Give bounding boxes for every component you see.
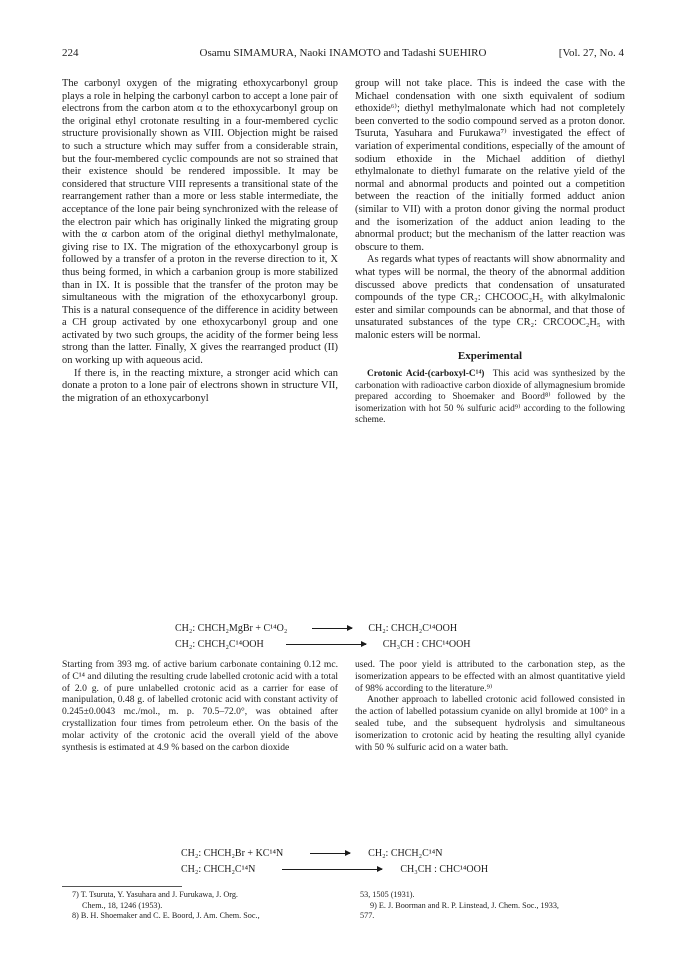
reaction-arrow — [282, 869, 382, 870]
scheme1-reaction1 — [175, 622, 457, 635]
running-header — [62, 46, 624, 62]
reaction-arrow — [312, 628, 352, 629]
scheme1-reaction2 — [175, 638, 471, 651]
compound-title: Crotonic Acid-(carboxyl-C¹⁴) — [367, 369, 485, 380]
reactants: CH₂: CHCH₂C¹⁴OOH — [175, 639, 264, 650]
body-paragraph: The carbonyl oxygen of the migrating ethoxycarbonyl group plays a role in helping the carbonyl carbon to accept a lone pair of electrons from the carbon atom α to the ethoxycarbonyl group on the original ethyl crotonate resulting in a four-membered cyclic structure provisionally shown as VIII. Objection might be raised to such a structure which may suffer from a considerable strain, but the four-membered cyclic compounds are not so strained that their existence should be rendered impossible. It may be considered that structure VIII represents a transitional state of the rearrangement rather than a more or less stable intermediate, the acceptance of the lone pair being synchronized with the release of the electron pair which has originally linked the migrating group with the α carbon atom of the original diethyl methylmalonate, giving rise to IX. The migration of the ethoxycarbonyl group is followed by a transfer of a proton in the reverse direction to it, X thus being formed, in which a carbanion group is more stabilized than in IX. It is possible that the transfer of the proton may be simultaneous with the migration of the ethoxycarbonyl group. This is a natural consequence of the difference in acidity between a CH group activated by one ethoxycarbonyl group and one activated by two such groups, the acidity of the former being less strong than the latter. Finally, X gives the rearranged product (II) on working up with aqueous acid. — [62, 78, 338, 367]
footnotes-right — [360, 890, 625, 922]
footnote-7: 7) T. Tsuruta, Y. Yasuhara and J. Furukawa, J. Org. — [72, 890, 238, 899]
body-paragraph: As regards what types of reactants will show abnormality and what types will be normal, the theory of the abnormal addition discussed above predicts that condensation of unsaturated compounds of the type CR₂: CHCOOC₂H₅ with alkylmalonic ester and similar compounds can be abnormal, and that those of unsaturated substances of the type CR₂: CRCOOC₂H₅ with malonic esters will be normal. — [355, 254, 625, 341]
body-paragraph: Starting from 393 mg. of active barium carbonate containing 0.12 mc. of C¹⁴ and diluting the resulting crude labelled crotonic acid with a total of 2.0 g. of pure unlabelled crotonic acid as a carrier for ease of manipulation, 0.48 g. of labelled crotonic acid with constant activity of 0.245±0.0043 mc./mol., m. p. 70.5–72.0°, was obtained after crystallization four times from petroleum ether. On the basis of the molar activity of the crotonic acid the overall yield of the above synthesis is estimated at 4.9 % based on the carbon dioxide — [62, 659, 338, 753]
right-column-mid — [355, 659, 625, 753]
footnote-8-cont: 53, 1505 (1931). — [360, 890, 415, 899]
reaction-arrow — [310, 853, 350, 854]
left-column-mid — [62, 659, 338, 753]
reaction-arrow — [286, 644, 366, 645]
footnote-9-cont: 577. — [360, 911, 375, 921]
product: CH₂: CHCH₂C¹⁴OOH — [368, 623, 458, 634]
footnote-9: 9) E. J. Boorman and R. P. Linstead, J. Chem. Soc., 1933, — [370, 900, 559, 910]
body-paragraph: used. The poor yield is attributed to the carbonation step, as the isomerization appears to be effected with an almost quantitative yield of 98% according to the literature.⁹⁾ — [355, 659, 625, 694]
body-paragraph: If there is, in the reacting mixture, a stronger acid which can donate a proton to a lone pair of electrons shown in structure VII, the migration of an ethoxycarbonyl — [62, 367, 338, 404]
experimental-text: This acid was synthesized by the carbonation with radioactive carbon dioxide of allymagnesium bromide prepared according to Shoemaker and Boord⁸⁾ followed by the isomerization with hot 50 % sulfuric acid⁹⁾ according to the following scheme. — [355, 369, 625, 426]
body-paragraph: Another approach to labelled crotonic acid followed consisted in the action of labelled potassium cyanide on allyl bromide at 100° in a sealed tube, and the subsequent hydrolysis and simultaneous isomerization to crotonic acid by heating the resulting allyl cyanide with 50 % sulfuric acid on a water bath. — [355, 694, 625, 753]
footnotes-left — [72, 890, 332, 922]
scheme2-reaction1 — [181, 847, 442, 860]
scheme2-reaction2 — [181, 863, 488, 876]
reactants: CH₂: CHCH₂Br + KC¹⁴N — [181, 848, 284, 859]
section-heading-experimental: Experimental — [457, 350, 523, 363]
product: CH₂: CHCH₂C¹⁴N — [368, 848, 443, 859]
reactants: CH₂: CHCH₂C¹⁴N — [181, 864, 256, 875]
page-number: 224 — [62, 47, 79, 59]
reactants: CH₂: CHCH₂MgBr + C¹⁴O₂ — [175, 623, 288, 634]
right-column-top — [355, 78, 625, 427]
experimental-paragraph — [355, 369, 625, 427]
footnote-rule — [62, 886, 182, 887]
body-paragraph: group will not take place. This is indeed the case with the Michael condensation with one sixth equivalent of sodium ethoxide⁶⁾; diethyl methylmalonate which had not completely been converted to the sodio compound served as a proton donor. Tsuruta, Yasuhara and Furukawa⁷⁾ investigated the effect of variation of experimental conditions, especially of the amount of sodium ethoxide in the Michael addition of diethyl ethylmalonate to diethyl fumarate on the relative yield of the normal and abnormal products and pointed out a competition between the reaction of the initially formed adduct anion (similar to VII) with a proton donor giving the normal product and the isomerization of the adduct anion leading to the abnormal product; but the mechanism of the latter reaction was obscure to them. — [355, 78, 625, 253]
footnote-8: 8) B. H. Shoemaker and C. E. Boord, J. Am. Chem. Soc., — [72, 911, 260, 921]
product: CH₃CH : CHC¹⁴OOH — [382, 639, 471, 650]
product: CH₃CH : CHC¹⁴OOH — [400, 864, 489, 875]
volume-issue: [Vol. 27, No. 4 — [558, 47, 624, 59]
footnote-7-cont: Chem., 18, 1246 (1953). — [82, 900, 163, 910]
left-column-top — [62, 78, 338, 405]
running-header-authors: Osamu SIMAMURA, Naoki INAMOTO and Tadashi SUEHIRO — [199, 47, 487, 59]
